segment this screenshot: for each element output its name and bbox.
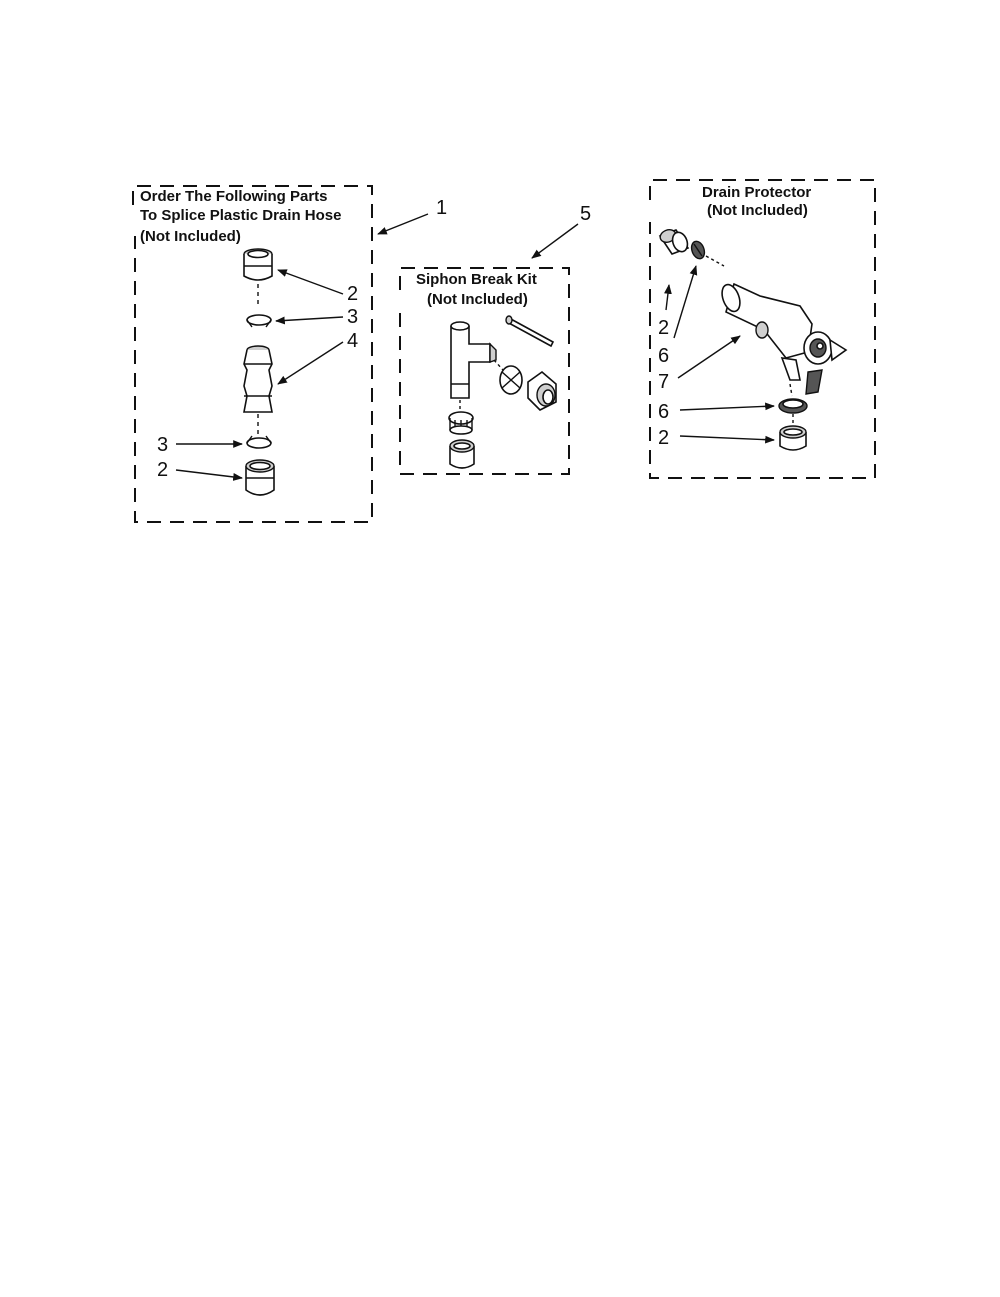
protector-lower-coupling bbox=[780, 426, 806, 450]
siphon-title-line-1: Siphon Break Kit bbox=[416, 271, 537, 288]
top-hose-coupling bbox=[244, 249, 272, 280]
protector-callout-6-lower-leader bbox=[680, 406, 774, 410]
splice-title-line-1: Order The Following Parts bbox=[140, 188, 328, 205]
splice-title-line-3: (Not Included) bbox=[140, 228, 241, 245]
top-hose-clamp bbox=[247, 315, 271, 327]
protector-left-clamp bbox=[689, 239, 706, 260]
siphon-lower-clamp bbox=[449, 412, 473, 434]
siphon-rod bbox=[506, 316, 553, 346]
callout-3-bottom-label: 3 bbox=[157, 434, 169, 456]
callout-1-label: 1 bbox=[436, 197, 448, 219]
callout-4-leader bbox=[278, 342, 343, 384]
protector-left-coupling bbox=[658, 228, 690, 254]
siphon-title-line-2: (Not Included) bbox=[427, 291, 528, 308]
protector-callout-6-lower-label: 6 bbox=[658, 401, 670, 423]
hose-connector bbox=[244, 346, 272, 412]
protector-title-line-1: Drain Protector bbox=[702, 184, 812, 201]
protector-lower-clamp bbox=[779, 399, 807, 413]
splice-kit-panel bbox=[133, 186, 447, 522]
splice-title-line-2: To Splice Plastic Drain Hose bbox=[140, 207, 342, 224]
siphon-tee bbox=[451, 322, 496, 398]
bottom-hose-coupling bbox=[246, 460, 274, 495]
protector-callout-6-left-label: 6 bbox=[658, 345, 670, 367]
callout-5-label: 5 bbox=[580, 203, 592, 225]
bottom-hose-clamp bbox=[247, 436, 271, 448]
siphon-right-clamp bbox=[500, 366, 522, 394]
protector-title-line-2: (Not Included) bbox=[707, 202, 808, 219]
callout-5-leader bbox=[532, 224, 578, 258]
callout-2-top-label: 2 bbox=[347, 283, 359, 305]
callout-2-top-leader bbox=[278, 270, 343, 294]
callout-2-bottom-leader bbox=[176, 470, 242, 478]
drain-protector-panel bbox=[650, 180, 875, 478]
siphon-lower-coupling bbox=[450, 440, 474, 468]
protector-callout-7-leader bbox=[678, 336, 740, 378]
siphon-break-panel bbox=[400, 203, 591, 474]
callout-3-top-label: 3 bbox=[347, 306, 359, 328]
siphon-right-coupling bbox=[528, 372, 556, 410]
protector-callout-2-lower-leader bbox=[680, 436, 774, 440]
protector-callout-2-left-leader bbox=[666, 285, 669, 310]
protector-callout-2-left-label: 2 bbox=[658, 317, 670, 339]
protector-callout-7-label: 7 bbox=[658, 371, 670, 393]
callout-2-bottom-label: 2 bbox=[157, 459, 169, 481]
protector-callout-6-left-leader bbox=[674, 266, 696, 338]
callout-4-label: 4 bbox=[347, 330, 359, 352]
protector-callout-2-lower-label: 2 bbox=[658, 427, 670, 449]
callout-3-top-leader bbox=[276, 317, 343, 321]
callout-1-leader bbox=[378, 214, 428, 234]
